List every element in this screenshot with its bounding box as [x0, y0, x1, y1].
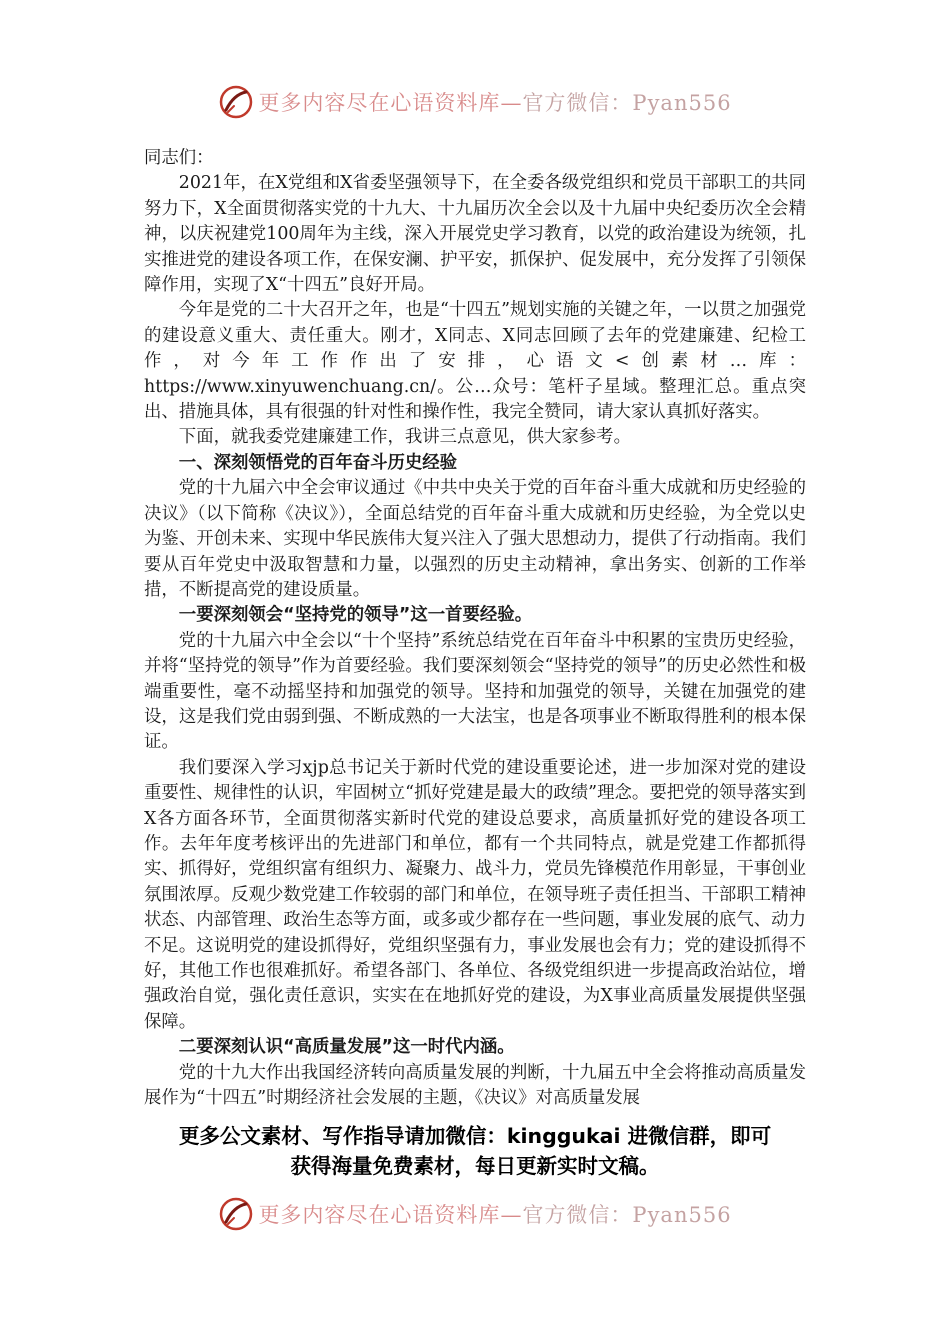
- banner-wechat: 官方微信：Pyan556: [522, 91, 732, 115]
- banner-wechat: 官方微信：Pyan556: [522, 1203, 732, 1227]
- banner-dash: —: [500, 1203, 523, 1227]
- paragraph: 今年是党的二十大召开之年，也是“十四五”规划实施的关键之年，一以贯之加强党的建设意义重大、责任重大。刚才，X同志、X同志回顾了去年的党建廉建、纪检工作，对今年工作作出了安排，心语文<创素材…库：https://www.xinyuwenchuang.cn/。公…众号：笔杆子星域。整理汇总。重点突出、措施具体，具有很强的针对性和操作性，我完全赞同，请大家认真抓好落实。: [144, 300, 806, 423]
- paragraph: 下面，就我委党建廉建工作，我讲三点意见，供大家参考。: [178, 427, 631, 448]
- banner-lead: 更多内容尽在心语资料库: [258, 91, 501, 115]
- banner-dash: —: [500, 91, 523, 115]
- promo-notice: [140, 1121, 810, 1181]
- banner-text: [258, 1199, 731, 1229]
- paragraph: 党的十九届六中全会以“十个坚持”系统总结党在百年奋斗中积累的宝贵历史经验，并将“坚持党的领导”作为首要经验。我们要深刻领会“坚持党的领导”的历史必然性和极端重要性，毫不动摇坚持和加强党的领导。坚持和加强党的领导，关键在加强党的建设，这是我们党由弱到强、不断成熟的一大法宝，也是各项事业不断取得胜利的根本保证。: [144, 630, 806, 753]
- ink-brush-logo-icon: [218, 1196, 254, 1232]
- section-heading-1: 一、深刻领悟党的百年奋斗历史经验: [178, 452, 458, 473]
- promo-line-1: 更多公文素材、写作指导请加微信：kinggukai 进微信群，即可: [178, 1124, 772, 1148]
- header-watermark-banner: [0, 84, 950, 120]
- banner-lead: 更多内容尽在心语资料库: [258, 1203, 501, 1227]
- subheading-2: 二要深刻认识“高质量发展”这一时代内涵。: [178, 1037, 515, 1058]
- salutation: 同志们：: [144, 148, 214, 168]
- document-body: [144, 146, 806, 1111]
- ink-brush-logo-icon: [218, 84, 254, 120]
- promo-line-2: 获得海量免费素材，每日更新实时文稿。: [290, 1154, 660, 1178]
- subheading-1: 一要深刻领会“坚持党的领导”这一首要经验。: [178, 605, 533, 626]
- banner-text: [258, 87, 731, 117]
- footer-watermark-banner: [0, 1196, 950, 1232]
- paragraph: 党的十九大作出我国经济转向高质量发展的判断，十九届五中全会将推动高质量发展作为“十四五”时期经济社会发展的主题，《决议》对高质量发展: [144, 1062, 806, 1109]
- paragraph: 2021年，在X党组和X省委坚强领导下，在全委各级党组织和党员干部职工的共同努力下，X全面贯彻落实党的十九大、十九届历次全会以及十九届中央纪委历次全会精神，以庆祝建党100周年为主线，深入开展党史学习教育，以党的政治建设为统领，扎实推进党的建设各项工作，在保安澜、护平安，抓保护、促发展中，充分发挥了引领保障作用，实现了X“十四五”良好开局。: [144, 173, 806, 296]
- paragraph: 我们要深入学习xjp总书记关于新时代党的建设重要论述，进一步加深对党的建设重要性、规律性的认识，牢固树立“抓好党建是最大的政绩”理念。要把党的领导落实到X各方面各环节，全面贯彻落实新时代党的建设总要求，高质量抓好党的建设各项工作。去年年度考核评出的先进部门和单位，都有一个共同特点，就是党建工作都抓得实、抓得好，党组织富有组织力、凝聚力、战斗力，党员先锋模范作用彰显，干事创业氛围浓厚。反观少数党建工作较弱的部门和单位，在领导班子责任担当、干部职工精神状态、内部管理、政治生态等方面，或多或少都存在一些问题，事业发展的底气、动力不足。这说明党的建设抓得好，党组织坚强有力，事业发展也会有力；党的建设抓得不好，其他工作也很难抓好。希望各部门、各单位、各级党组织进一步提高政治站位，增强政治自觉，强化责任意识，实实在在地抓好党的建设，为X事业高质量发展提供坚强保障。: [144, 757, 806, 1032]
- paragraph: 党的十九届六中全会审议通过《中共中央关于党的百年奋斗重大成就和历史经验的决议》（以下简称《决议》），全面总结党的百年奋斗重大成就和历史经验，为全党以史为鉴、开创未来、实现中华民族伟大复兴注入了强大思想动力，提供了行动指南。我们要从百年党史中汲取智慧和力量，以强烈的历史主动精神，拿出务实、创新的工作举措，不断提高党的建设质量。: [144, 478, 806, 600]
